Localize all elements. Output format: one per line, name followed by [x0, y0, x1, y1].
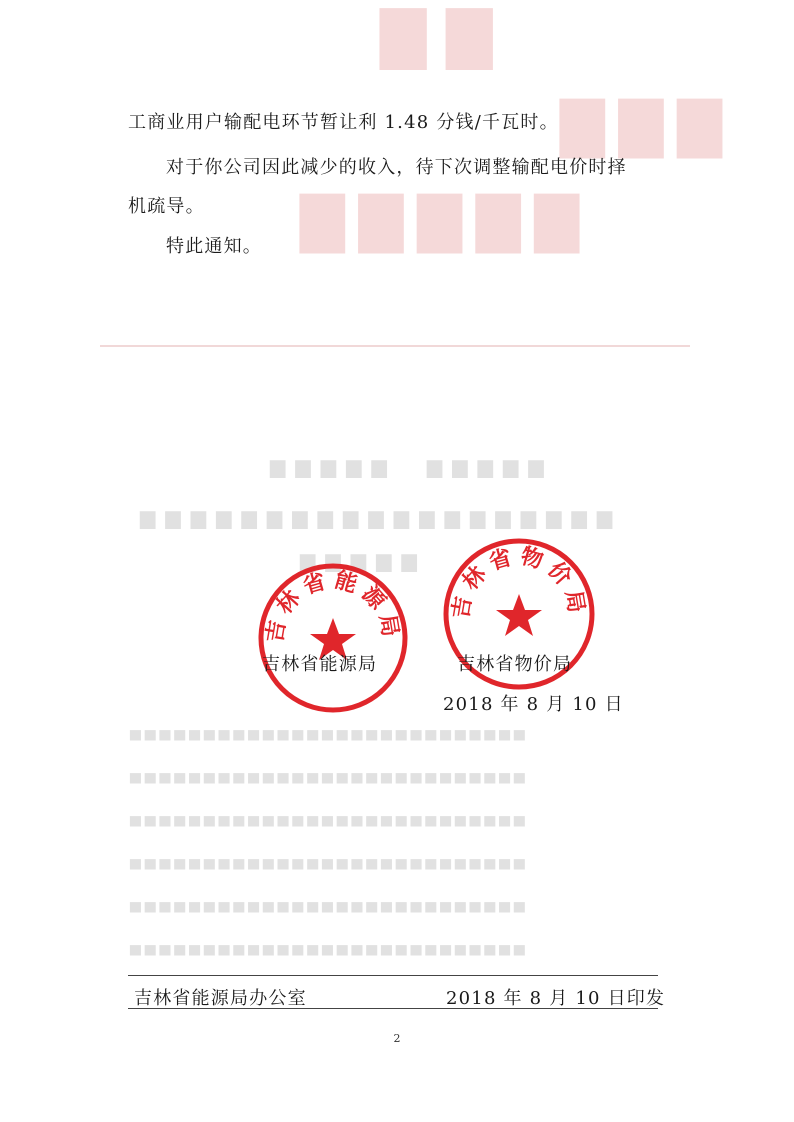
- seal-1-text: 吉林省能源局: [262, 567, 404, 645]
- body-line-1: 工商业用户输配电环节暂让利 1.48 分钱/千瓦时。: [128, 112, 559, 133]
- footer-rule-top: [128, 975, 658, 976]
- body-line-4: 特此通知。: [166, 236, 262, 257]
- seal-2-text: 吉林省物价局: [448, 543, 590, 621]
- bleed-through-text: ▅▅▅▅▅▅▅▅▅▅▅▅▅▅▅▅▅▅▅▅▅▅▅▅▅▅▅: [130, 725, 529, 741]
- bleed-through-text: ▅▅▅▅▅▅▅▅▅▅▅▅▅▅▅▅▅▅▅▅▅▅▅▅▅▅▅: [130, 811, 529, 827]
- page-number: 2: [393, 1032, 401, 1045]
- seal-energy-bureau: [255, 560, 411, 716]
- footer-print-date: 2018 年 8 月 10 日印发: [446, 988, 666, 1009]
- body-line-2: 对于你公司因此减少的收入，待下次调整输配电价时择: [166, 157, 627, 178]
- body-line-3: 机疏导。: [128, 196, 205, 217]
- bleed-through-text: ▆▆▆▆▆▆▆▆▆▆▆▆▆▆▆▆▆▆▆: [140, 505, 623, 529]
- bleed-through-text: ▅▅▅▅▅▅▅▅▅▅▅▅▅▅▅▅▅▅▅▅▅▅▅▅▅▅▅: [130, 897, 529, 913]
- signature-date: 2018 年 8 月 10 日: [443, 694, 624, 715]
- star-icon: [496, 594, 542, 636]
- bleed-through-header: ▇▇: [380, 0, 513, 70]
- bleed-through-text: ▅▅▅▅▅▅▅▅▅▅▅▅▅▅▅▅▅▅▅▅▅▅▅▅▅▅▅: [130, 768, 529, 784]
- bleed-through-header: ▇▇▇▇▇: [300, 185, 594, 253]
- bleed-through-text: ▆▆▆▆▆: [300, 548, 427, 572]
- signature-org-price: 吉林省物价局: [457, 654, 573, 675]
- bleed-through-text: ▆▆▆▆▆ ▆▆▆▆▆: [270, 454, 554, 478]
- signature-org-energy: 吉林省能源局: [262, 654, 378, 675]
- bleed-through-line: [100, 345, 690, 347]
- bleed-through-text: ▅▅▅▅▅▅▅▅▅▅▅▅▅▅▅▅▅▅▅▅▅▅▅▅▅▅▅: [130, 940, 529, 956]
- bleed-through-header: ▇▇▇: [560, 90, 736, 158]
- bleed-through-text: ▅▅▅▅▅▅▅▅▅▅▅▅▅▅▅▅▅▅▅▅▅▅▅▅▅▅▅: [130, 854, 529, 870]
- footer-office: 吉林省能源局办公室: [134, 988, 307, 1009]
- footer-rule-bottom: [128, 1008, 658, 1009]
